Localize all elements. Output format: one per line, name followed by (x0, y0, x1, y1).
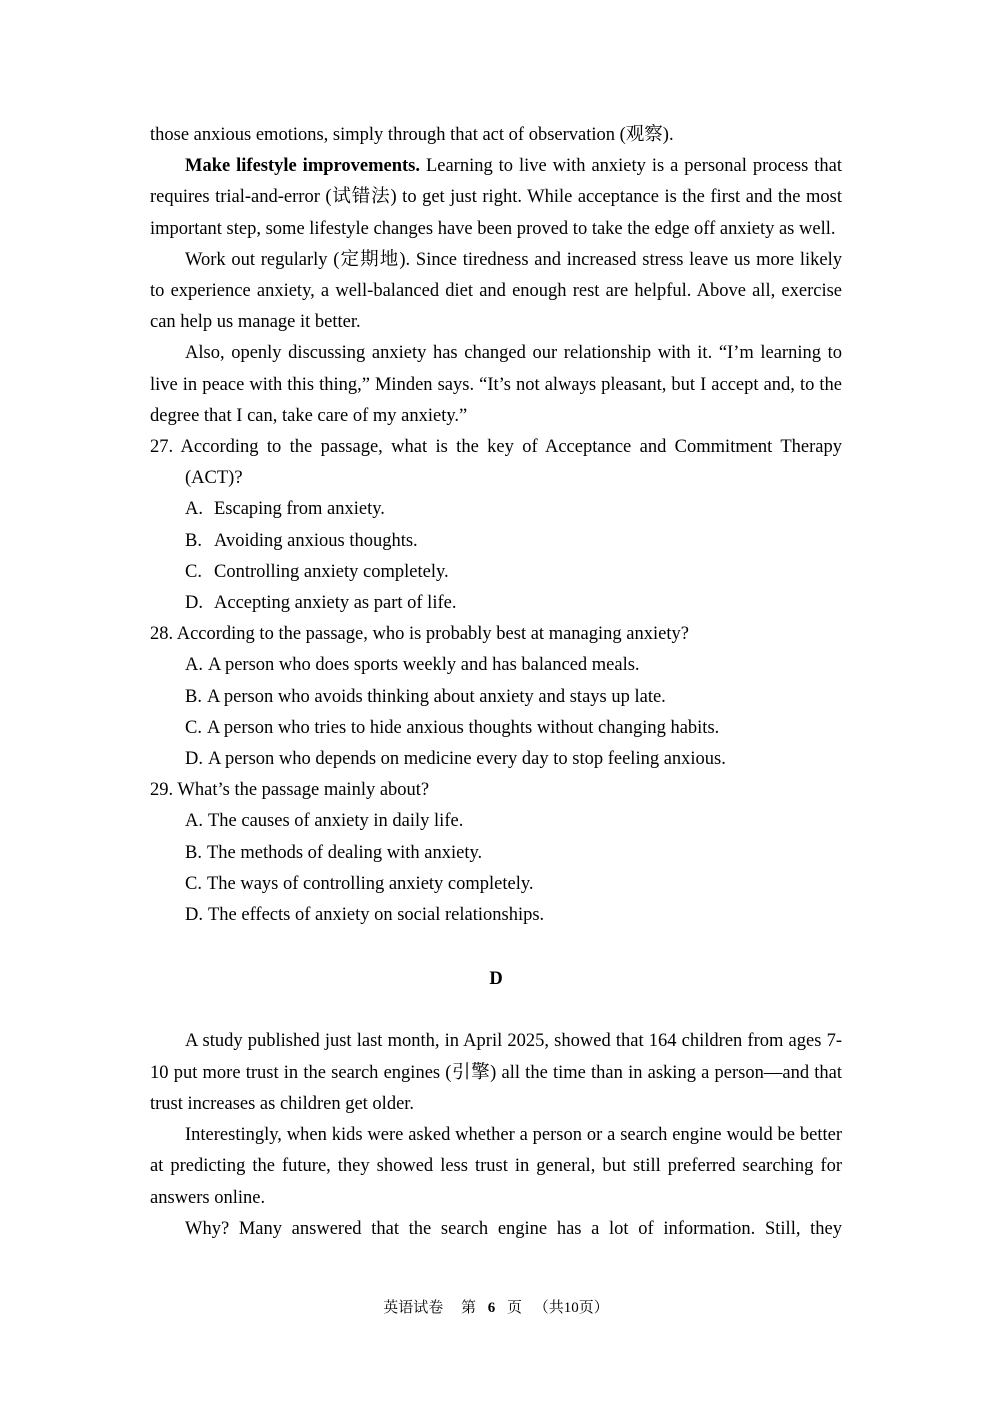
option-letter: C. (185, 561, 202, 582)
option-text: The effects of anxiety on social relationships. (208, 905, 545, 926)
option-text: Controlling anxiety completely. (214, 561, 449, 582)
option-letter: D. (185, 593, 203, 614)
option-text: A person who depends on medicine every day to stop feeling anxious. (208, 749, 726, 770)
passage-d-paragraph-1: A study published just last month, in April 2025, showed that 164 children from ages 7-10 put more trust in the search engines (引擎) all the time than in asking a person—and that trust increases as children get older. (150, 1031, 842, 1114)
option-letter: C. (185, 873, 202, 894)
passage-c-paragraph-2 (150, 151, 842, 245)
question-stem: 29. What’s the passage mainly about? (150, 780, 430, 801)
option-c (150, 869, 842, 900)
passage-c-paragraph-1: those anxious emotions, simply through that act of observation (观察). (150, 125, 674, 145)
option-text: Accepting anxiety as part of life. (214, 593, 457, 614)
option-d (150, 900, 842, 931)
option-a (150, 650, 842, 681)
question-28 (150, 619, 842, 775)
paragraph-lead-heading: Make lifestyle improvements. (185, 156, 421, 177)
footer-subject: 英语试卷 (383, 1300, 444, 1316)
option-text: A person who tries to hide anxious thoughts without changing habits. (206, 717, 720, 738)
option-letter: A. (185, 811, 203, 832)
option-letter: D. (185, 749, 203, 770)
question-stem: 27. According to the passage, what is the key of Acceptance and Commitment Therapy (ACT)? (150, 437, 842, 489)
option-b (150, 682, 842, 713)
question-27 (150, 432, 842, 619)
passage-d-paragraph-3: Why? Many answered that the search engine has a lot of information. Still, they (185, 1218, 842, 1239)
option-letter: B. (185, 842, 202, 863)
passage-c-paragraph-4: Also, openly discussing anxiety has changed our relationship with it. “I’m learning to live in peace with this thing,” Minden says. “It’s not always pleasant, but I accept and, to the degree that I can, take care of my anxiety.” (150, 343, 842, 426)
question-29 (150, 775, 842, 931)
option-text: The methods of dealing with anxiety. (206, 842, 483, 863)
page-footer (0, 1296, 992, 1320)
footer-total-pages: （共10页） (533, 1300, 609, 1316)
option-text: Escaping from anxiety. (214, 499, 385, 520)
option-c (150, 713, 842, 744)
option-letter: A. (185, 499, 203, 520)
option-text: The causes of anxiety in daily life. (208, 811, 464, 832)
option-letter: B. (185, 530, 202, 551)
paragraph-body: Learning to live with anxiety is a personal process that requires trial-and-error (试错法) to get just right. While acceptance is the first and the most important step, some lifestyle changes have been proved to take the edge off anxiety as well. (150, 156, 842, 239)
option-a (150, 494, 842, 525)
option-c (150, 557, 842, 588)
option-text: A person who does sports weekly and has balanced meals. (208, 655, 640, 676)
option-text: A person who avoids thinking about anxiety and stays up late. (206, 686, 666, 707)
option-text: Avoiding anxious thoughts. (214, 530, 418, 551)
option-letter: B. (185, 686, 202, 707)
option-letter: D. (185, 905, 203, 926)
footer-page-prefix: 第 (460, 1300, 476, 1316)
footer-page-number: 6 (487, 1300, 496, 1316)
option-d (150, 744, 842, 775)
section-title: D (489, 969, 503, 990)
option-letter: A. (185, 655, 203, 676)
question-stem: 28. According to the passage, who is probably best at managing anxiety? (150, 624, 689, 645)
page-content (150, 120, 842, 1245)
option-text: The ways of controlling anxiety completely. (206, 873, 534, 894)
option-d (150, 588, 842, 619)
passage-d-paragraph-2: Interestingly, when kids were asked whether a person or a search engine would be better at predicting the future, they showed less trust in general, but still preferred searching for answers online. (150, 1125, 842, 1208)
option-letter: C. (185, 717, 202, 738)
option-a (150, 806, 842, 837)
option-b (150, 838, 842, 869)
footer-page-suffix: 页 (507, 1300, 523, 1316)
option-b (150, 526, 842, 557)
passage-c-paragraph-3: Work out regularly (定期地). Since tiredness and increased stress leave us more likely to experience anxiety, a well-balanced diet and enough rest are helpful. Above all, exercise can help us manage it better. (150, 249, 842, 333)
